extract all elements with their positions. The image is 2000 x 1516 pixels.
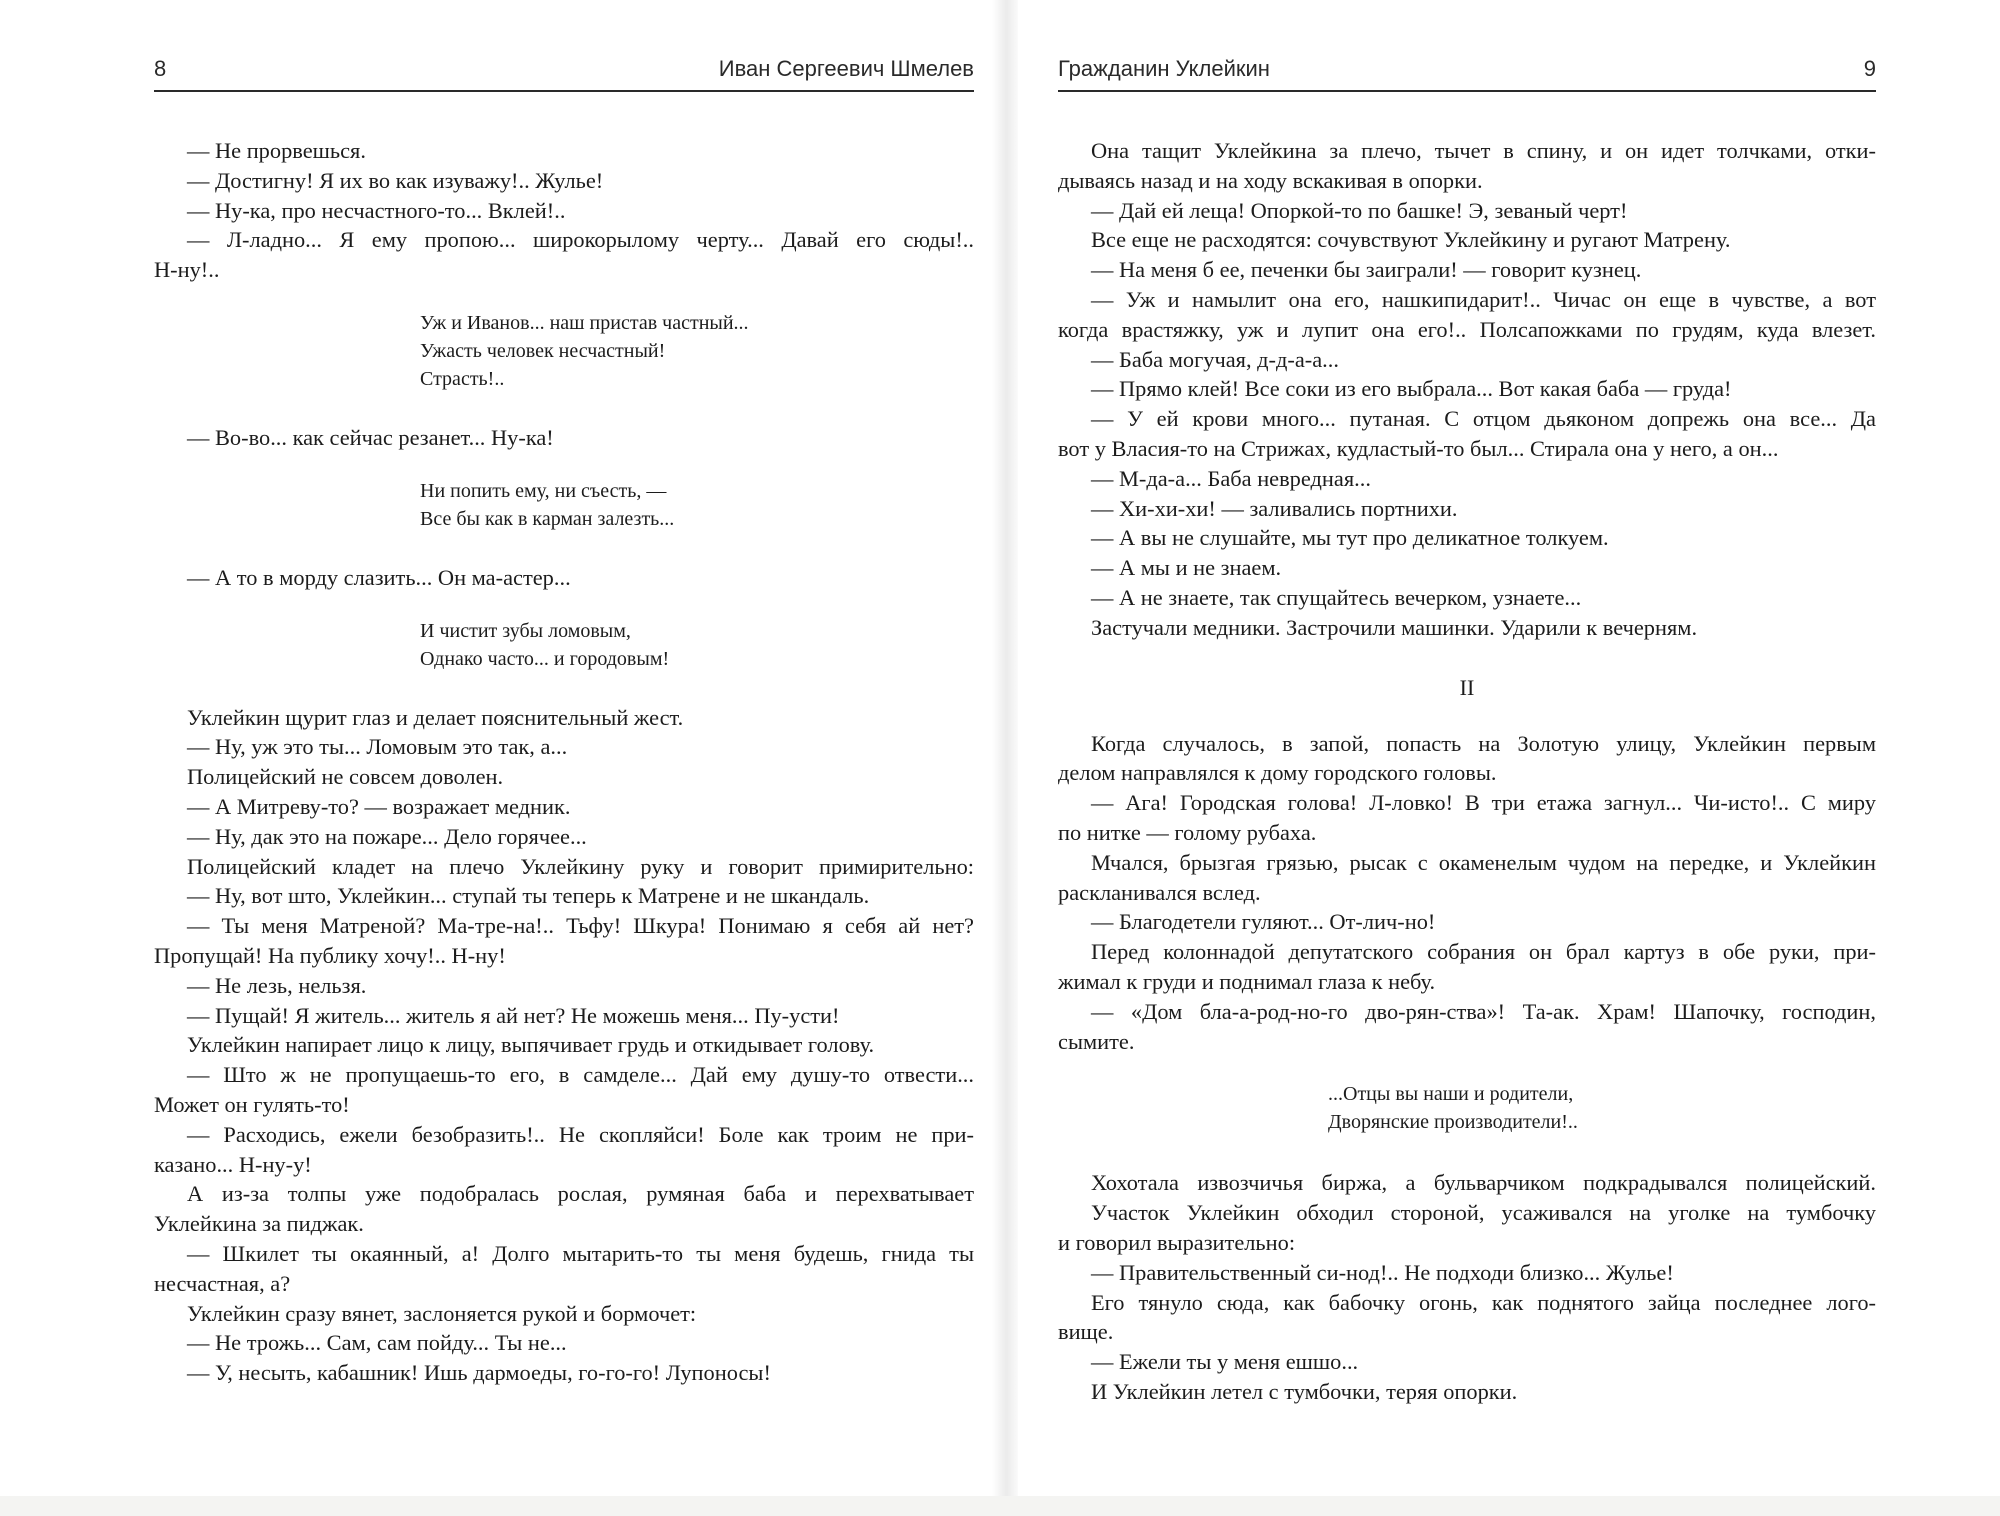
left-body-text xyxy=(154,136,974,1388)
text-line: — А мы и не знаем. xyxy=(1091,555,1282,581)
text-line: — А не знаете, так спущайтесь вечерком, узнаете... xyxy=(1091,584,1582,610)
left-verse-1 xyxy=(420,309,974,393)
text-line: — А вы не слушайте, мы тут про деликатное толкуем. xyxy=(1091,525,1609,551)
text-line: дываясь назад и на ходу вскакивая в опорки. xyxy=(1058,167,1483,193)
left-lines-a xyxy=(154,136,974,285)
text-line: И Уклейкин летел с тумбочки, теряя опорки. xyxy=(1091,1378,1518,1404)
text-line: — Ежели ты у меня ешшо... xyxy=(1091,1349,1359,1375)
text-line: и говорил выразительно: xyxy=(1058,1229,1296,1255)
verse-line: Все бы как в карман залезть... xyxy=(420,507,675,530)
right-lines-c xyxy=(1058,1168,1876,1406)
text-line: — Ну-ка, про несчастного-то... Вклей!.. xyxy=(187,197,566,223)
left-verse-3 xyxy=(420,617,974,673)
text-line: — Пущай! Я житель... житель я ай нет? Не можешь меня... Пу-усти! xyxy=(187,1002,840,1028)
verse-line: Уж и Иванов... наш пристав частный... xyxy=(420,311,749,334)
text-line: — Што ж не пропущаешь-то его, в самделе... Дай ему душу-то отвести... xyxy=(187,1062,974,1088)
text-line: — У ей крови много... путаная. С отцом дьяконом допрежь она все... Да xyxy=(1091,406,1876,432)
right-page xyxy=(1058,48,1876,1407)
text-line: Может он гулять-то! xyxy=(154,1091,350,1117)
chapter-heading: II xyxy=(1459,674,1475,700)
text-line: Все еще не расходятся: сочувствуют Уклейкину и ругают Матрену. xyxy=(1091,227,1731,253)
text-line: по нитке — голому рубаха. xyxy=(1058,819,1317,845)
text-line: — Уж и намылит она его, нашкипидарит!.. Чичас он еще в чувстве, а вот xyxy=(1091,286,1876,312)
book-gutter-shadow xyxy=(992,0,1018,1516)
text-line: — Прямо клей! Все соки из его выбрала... Вот какая баба — груда! xyxy=(1091,376,1732,402)
text-line: — Баба могучая, д-д-а-а... xyxy=(1091,346,1339,372)
text-line: — Расходись, ежели безобразить!.. Не скопляйси! Боле как троим не при- xyxy=(187,1121,974,1147)
text-line: — А то в морду слазить... Он ма-астер... xyxy=(187,564,571,590)
left-lines-c xyxy=(154,563,974,593)
left-running-title: Иван Сергеевич Шмелев xyxy=(718,56,974,81)
text-line: — Ты меня Матреной? Ма-тре-на!.. Тьфу! Шкура! Понимаю я себя ай нет? xyxy=(187,913,974,939)
text-line: Уклейкин щурит глаз и делает пояснительный жест. xyxy=(187,704,684,730)
text-line: казано... Н-ну-у! xyxy=(154,1151,312,1177)
text-line: — М-да-а... Баба невредная... xyxy=(1091,465,1371,491)
text-line: — Достигну! Я их во как изуважу!.. Жулье! xyxy=(187,167,604,193)
text-line: — Ну, дак это на пожаре... Дело горячее... xyxy=(187,823,587,849)
text-line: Полицейский кладет на плечо Уклейкину руку и говорит примирительно: xyxy=(187,853,974,879)
text-line: — Ну, уж это ты... Ломовым это так, а... xyxy=(187,734,568,760)
text-line: Хохотала извозчичья биржа, а бульварчиком подкрадывался полицейский. xyxy=(1091,1170,1876,1196)
text-line: — Не прорвешься. xyxy=(187,138,366,163)
text-line: делом направлялся к дому городского головы. xyxy=(1058,760,1497,786)
verse-line: Страсть!.. xyxy=(420,367,505,390)
text-line: Полицейский не совсем доволен. xyxy=(187,764,504,790)
right-body-text xyxy=(1058,136,1876,1407)
verse-line: ...Отцы вы наши и родители, xyxy=(1328,1083,1574,1106)
right-lines-b xyxy=(1058,729,1876,1057)
text-line: — На меня б ее, печенки бы заиграли! — говорит кузнец. xyxy=(1091,257,1642,283)
right-lines-a xyxy=(1058,136,1876,643)
text-line: — Не лезь, нельзя. xyxy=(187,972,367,998)
text-line: вот у Власия-то на Стрижах, кудластый-то был... Стирала она у него, а он... xyxy=(1058,435,1779,461)
text-line: А из-за толпы уже подобралась рослая, румяная баба и перехватывает xyxy=(187,1181,974,1207)
right-running-head xyxy=(1058,48,1876,92)
text-line: — «Дом бла-а-род-но-го дво-рян-ства»! Та-ак. Храм! Шапочку, господин, xyxy=(1091,998,1876,1024)
verse-line: Дворянские производители!.. xyxy=(1328,1111,1578,1134)
text-line: Мчался, брызгая грязью, рысак с окаменелым чудом на передке, и Уклейкин xyxy=(1091,849,1876,875)
text-line: — Дай ей леща! Опоркой-то по башке! Э, зеваный черт! xyxy=(1091,197,1628,223)
text-line: Участок Уклейкин обходил стороной, усаживался на уголке на тумбочку xyxy=(1091,1200,1876,1226)
text-line: сымите. xyxy=(1058,1028,1135,1054)
left-lines-b xyxy=(154,423,974,453)
page-bottom-edge xyxy=(0,1496,2000,1516)
text-line: Н-ну!.. xyxy=(154,257,220,283)
text-line: — Ну, вот што, Уклейкин... ступай ты теперь к Матрене и не шкандаль. xyxy=(187,883,870,909)
text-line: Застучали медники. Застрочили машинки. Ударили к вечерням. xyxy=(1091,614,1698,640)
text-line: — Во-во... как сейчас резанет... Ну-ка! xyxy=(187,424,554,450)
text-line: Уклейкина за пиджак. xyxy=(154,1211,364,1237)
verse-line: Однако часто... и городовым! xyxy=(420,647,670,670)
left-page xyxy=(154,48,974,1388)
text-line: жимал к груди и поднимал глаза к небу. xyxy=(1058,968,1436,994)
left-verse-2 xyxy=(420,477,974,533)
text-line: — Хи-хи-хи! — заливались портнихи. xyxy=(1091,495,1458,521)
text-line: Уклейкин напирает лицо к лицу, выпячивает грудь и откидывает голову. xyxy=(187,1032,875,1058)
right-verse-1 xyxy=(1328,1080,1876,1136)
right-page-number: 9 xyxy=(1863,56,1876,81)
text-line: Уклейкин сразу вянет, заслоняется рукой и бормочет: xyxy=(187,1300,697,1326)
text-line: — Ага! Городская голова! Л-ловко! В три етажа загнул... Чи-исто!.. С миру xyxy=(1091,790,1876,816)
text-line: Она тащит Уклейкина за плечо, тычет в спину, и он идет толчками, отки- xyxy=(1091,138,1876,163)
text-line: Пропущай! На публику хочу!.. Н-ну! xyxy=(154,942,506,968)
text-line: Перед колоннадой депутатского собрания он брал картуз в обе руки, при- xyxy=(1091,939,1876,965)
left-lines-d xyxy=(154,703,974,1388)
text-line: раскланивался вслед. xyxy=(1058,879,1261,905)
right-running-title: Гражданин Уклейкин xyxy=(1058,56,1270,81)
text-line: — Не трожь... Сам, сам пойду... Ты не... xyxy=(187,1330,567,1356)
text-line: — Шкилет ты окаянный, а! Долго мытарить-то ты меня будешь, гнида ты xyxy=(187,1240,974,1266)
text-line: — Л-ладно... Я ему пропою... широкорылому черту... Давай его сюды!.. xyxy=(187,227,974,253)
left-page-number: 8 xyxy=(154,56,167,81)
text-line: — Правительственный си-нод!.. Не подходи близко... Жулье! xyxy=(1091,1259,1674,1285)
text-line: Его тянуло сюда, как бабочку огонь, как поднятого зайца последнее лого- xyxy=(1091,1289,1876,1315)
text-line: когда врастяжку, уж и лупит она его!.. Полсапожками по грудям, куда влезет. xyxy=(1058,316,1876,342)
verse-line: И чистит зубы ломовым, xyxy=(420,619,631,642)
text-line: — Благодетели гуляют... От-лич-но! xyxy=(1091,909,1436,935)
verse-line: Ни попить ему, ни съесть, — xyxy=(420,479,667,502)
text-line: вище. xyxy=(1058,1319,1114,1345)
text-line: Когда случалось, в запой, попасть на Золотую улицу, Уклейкин первым xyxy=(1091,730,1876,756)
text-line: — А Митреву-то? — возражает медник. xyxy=(187,793,571,819)
text-line: — У, несыть, кабашник! Ишь дармоеды, го-го-го! Лупоносы! xyxy=(187,1360,771,1386)
text-line: несчастная, а? xyxy=(154,1270,291,1296)
left-running-head xyxy=(154,48,974,92)
verse-line: Ужасть человек несчастный! xyxy=(420,339,666,362)
